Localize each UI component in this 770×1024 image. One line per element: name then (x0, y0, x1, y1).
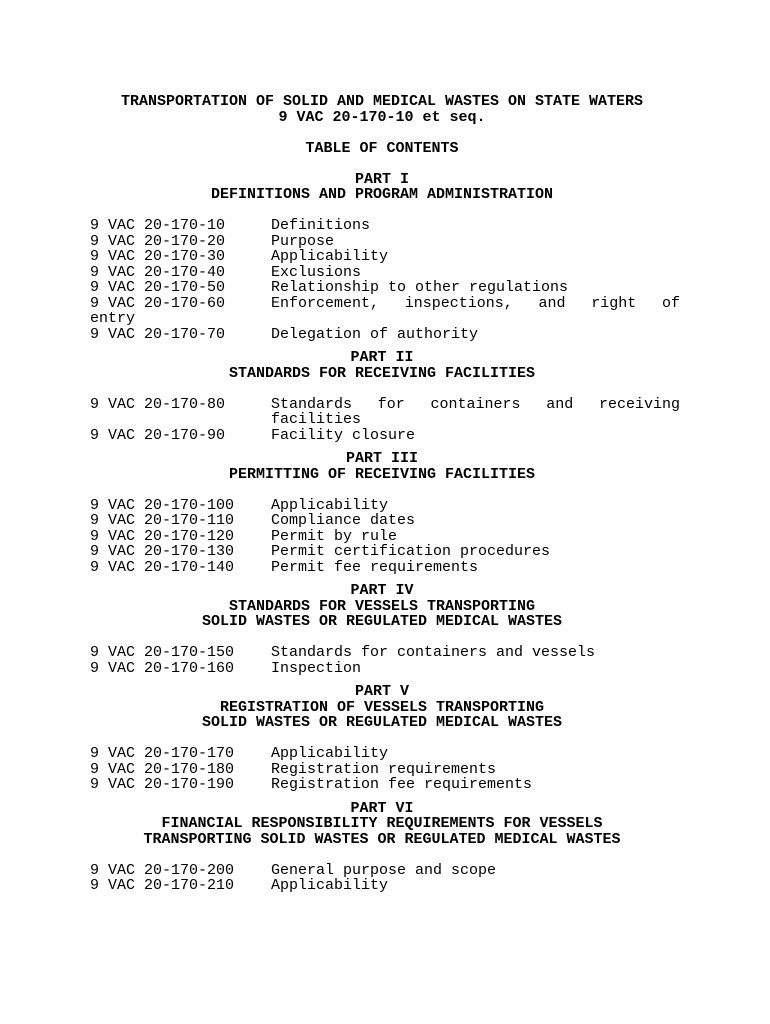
section-code: 9 VAC 20-170-60 (90, 294, 226, 312)
section-title: Purpose (271, 232, 335, 250)
toc-entry (90, 777, 680, 793)
toc-entry (90, 560, 680, 576)
section-code: 9 VAC 20-170-80 (90, 395, 226, 413)
toc-entry (90, 327, 680, 343)
section-title: Relationship to other regulations (271, 279, 569, 296)
section-title: Permit certification procedures (271, 543, 551, 560)
part-title: PERMITTING OF RECEIVING FACILITIES (228, 465, 536, 483)
toc-entry (90, 544, 680, 560)
section-code: 9 VAC 20-170-20 (90, 232, 226, 250)
toc-entry (90, 762, 680, 778)
section-code: 9 VAC 20-170-150 (90, 644, 235, 661)
toc-entry (90, 863, 680, 879)
part-label: PART VI (350, 799, 414, 817)
toc-parts (90, 172, 680, 894)
section-title-wrap: entry (90, 310, 136, 327)
toc-entry (90, 529, 680, 545)
part-label: PART V (354, 683, 409, 700)
section-title: Permit fee requirements (271, 558, 479, 576)
toc-entry (90, 218, 680, 234)
toc-entry (90, 280, 680, 296)
toc-part (90, 684, 680, 801)
part-label: PART I (354, 170, 409, 188)
section-code: 9 VAC 20-170-30 (90, 248, 226, 265)
section-code: 9 VAC 20-170-110 (90, 512, 235, 529)
toc-entry (90, 265, 680, 281)
section-code: 9 VAC 20-170-130 (90, 543, 235, 560)
section-code: 9 VAC 20-170-160 (90, 659, 235, 677)
document-title: TRANSPORTATION OF SOLID AND MEDICAL WASTES ON STATE WATERS (120, 93, 644, 110)
section-title: Standards for containers and vessels (271, 644, 596, 661)
section-code: 9 VAC 20-170-190 (90, 776, 235, 793)
section-code: 9 VAC 20-170-100 (90, 496, 235, 514)
section-code: 9 VAC 20-170-90 (90, 426, 226, 444)
toc-entry (90, 661, 680, 677)
section-title: Enforcement, inspections, and right of (271, 294, 680, 312)
part-title: FINANCIAL RESPONSIBILITY REQUIREMENTS FOR VESSELS (161, 815, 603, 832)
section-title: Definitions (271, 217, 371, 234)
toc-entry (90, 878, 680, 894)
toc-entry (90, 513, 680, 529)
section-title: General purpose and scope (271, 861, 497, 879)
toc-part (90, 350, 680, 451)
section-code: 9 VAC 20-170-170 (90, 745, 235, 762)
toc-entry (90, 645, 680, 661)
section-code: 9 VAC 20-170-180 (90, 760, 235, 778)
section-code: 9 VAC 20-170-50 (90, 279, 226, 296)
part-label: PART II (350, 349, 414, 366)
part-label: PART IV (350, 582, 414, 599)
toc-part (90, 172, 680, 351)
section-title-continued: facilities (271, 411, 362, 428)
section-code: 9 VAC 20-170-140 (90, 558, 235, 576)
toc-part (90, 583, 680, 684)
section-title: Applicability (271, 496, 389, 514)
toc-entry (90, 428, 680, 444)
part-title: TRANSPORTING SOLID WASTES OR REGULATED MEDICAL WASTES (143, 830, 621, 848)
toc-part (90, 801, 680, 894)
toc-entry (90, 249, 680, 265)
section-title: Inspection (271, 659, 362, 677)
toc-heading: TABLE OF CONTENTS (305, 139, 459, 157)
section-code: 9 VAC 20-170-200 (90, 861, 235, 879)
section-title: Registration requirements (271, 760, 497, 778)
document-page (90, 94, 680, 894)
section-title: Delegation of authority (271, 325, 479, 343)
toc-entry (90, 498, 680, 514)
document-citation: 9 VAC 20-170-10 et seq. (278, 108, 486, 126)
part-title: REGISTRATION OF VESSELS TRANSPORTING (219, 698, 545, 716)
toc-entry (90, 234, 680, 250)
section-code: 9 VAC 20-170-40 (90, 263, 226, 281)
section-title: Applicability (271, 745, 389, 762)
section-code: 9 VAC 20-170-120 (90, 527, 235, 545)
part-title: STANDARDS FOR RECEIVING FACILITIES (228, 364, 536, 382)
part-title: STANDARDS FOR VESSELS TRANSPORTING (228, 597, 536, 615)
part-title: SOLID WASTES OR REGULATED MEDICAL WASTES (201, 613, 563, 630)
part-title: SOLID WASTES OR REGULATED MEDICAL WASTES (201, 714, 563, 731)
toc-entry (90, 746, 680, 762)
section-title: Compliance dates (271, 512, 416, 529)
section-code: 9 VAC 20-170-10 (90, 217, 226, 234)
section-title: Permit by rule (271, 527, 398, 545)
section-title: Applicability (271, 877, 389, 894)
section-title: Facility closure (271, 426, 416, 444)
part-label: PART III (345, 450, 418, 467)
toc-entry (90, 397, 680, 428)
section-title: Exclusions (271, 263, 362, 281)
section-title: Registration fee requirements (271, 776, 533, 793)
toc-entry (90, 296, 680, 312)
section-code: 9 VAC 20-170-70 (90, 325, 226, 343)
part-title: DEFINITIONS AND PROGRAM ADMINISTRATION (210, 186, 554, 203)
section-code: 9 VAC 20-170-210 (90, 877, 235, 894)
toc-part (90, 451, 680, 583)
section-title: Applicability (271, 248, 389, 265)
section-title: Standards for containers and receiving (271, 395, 680, 413)
